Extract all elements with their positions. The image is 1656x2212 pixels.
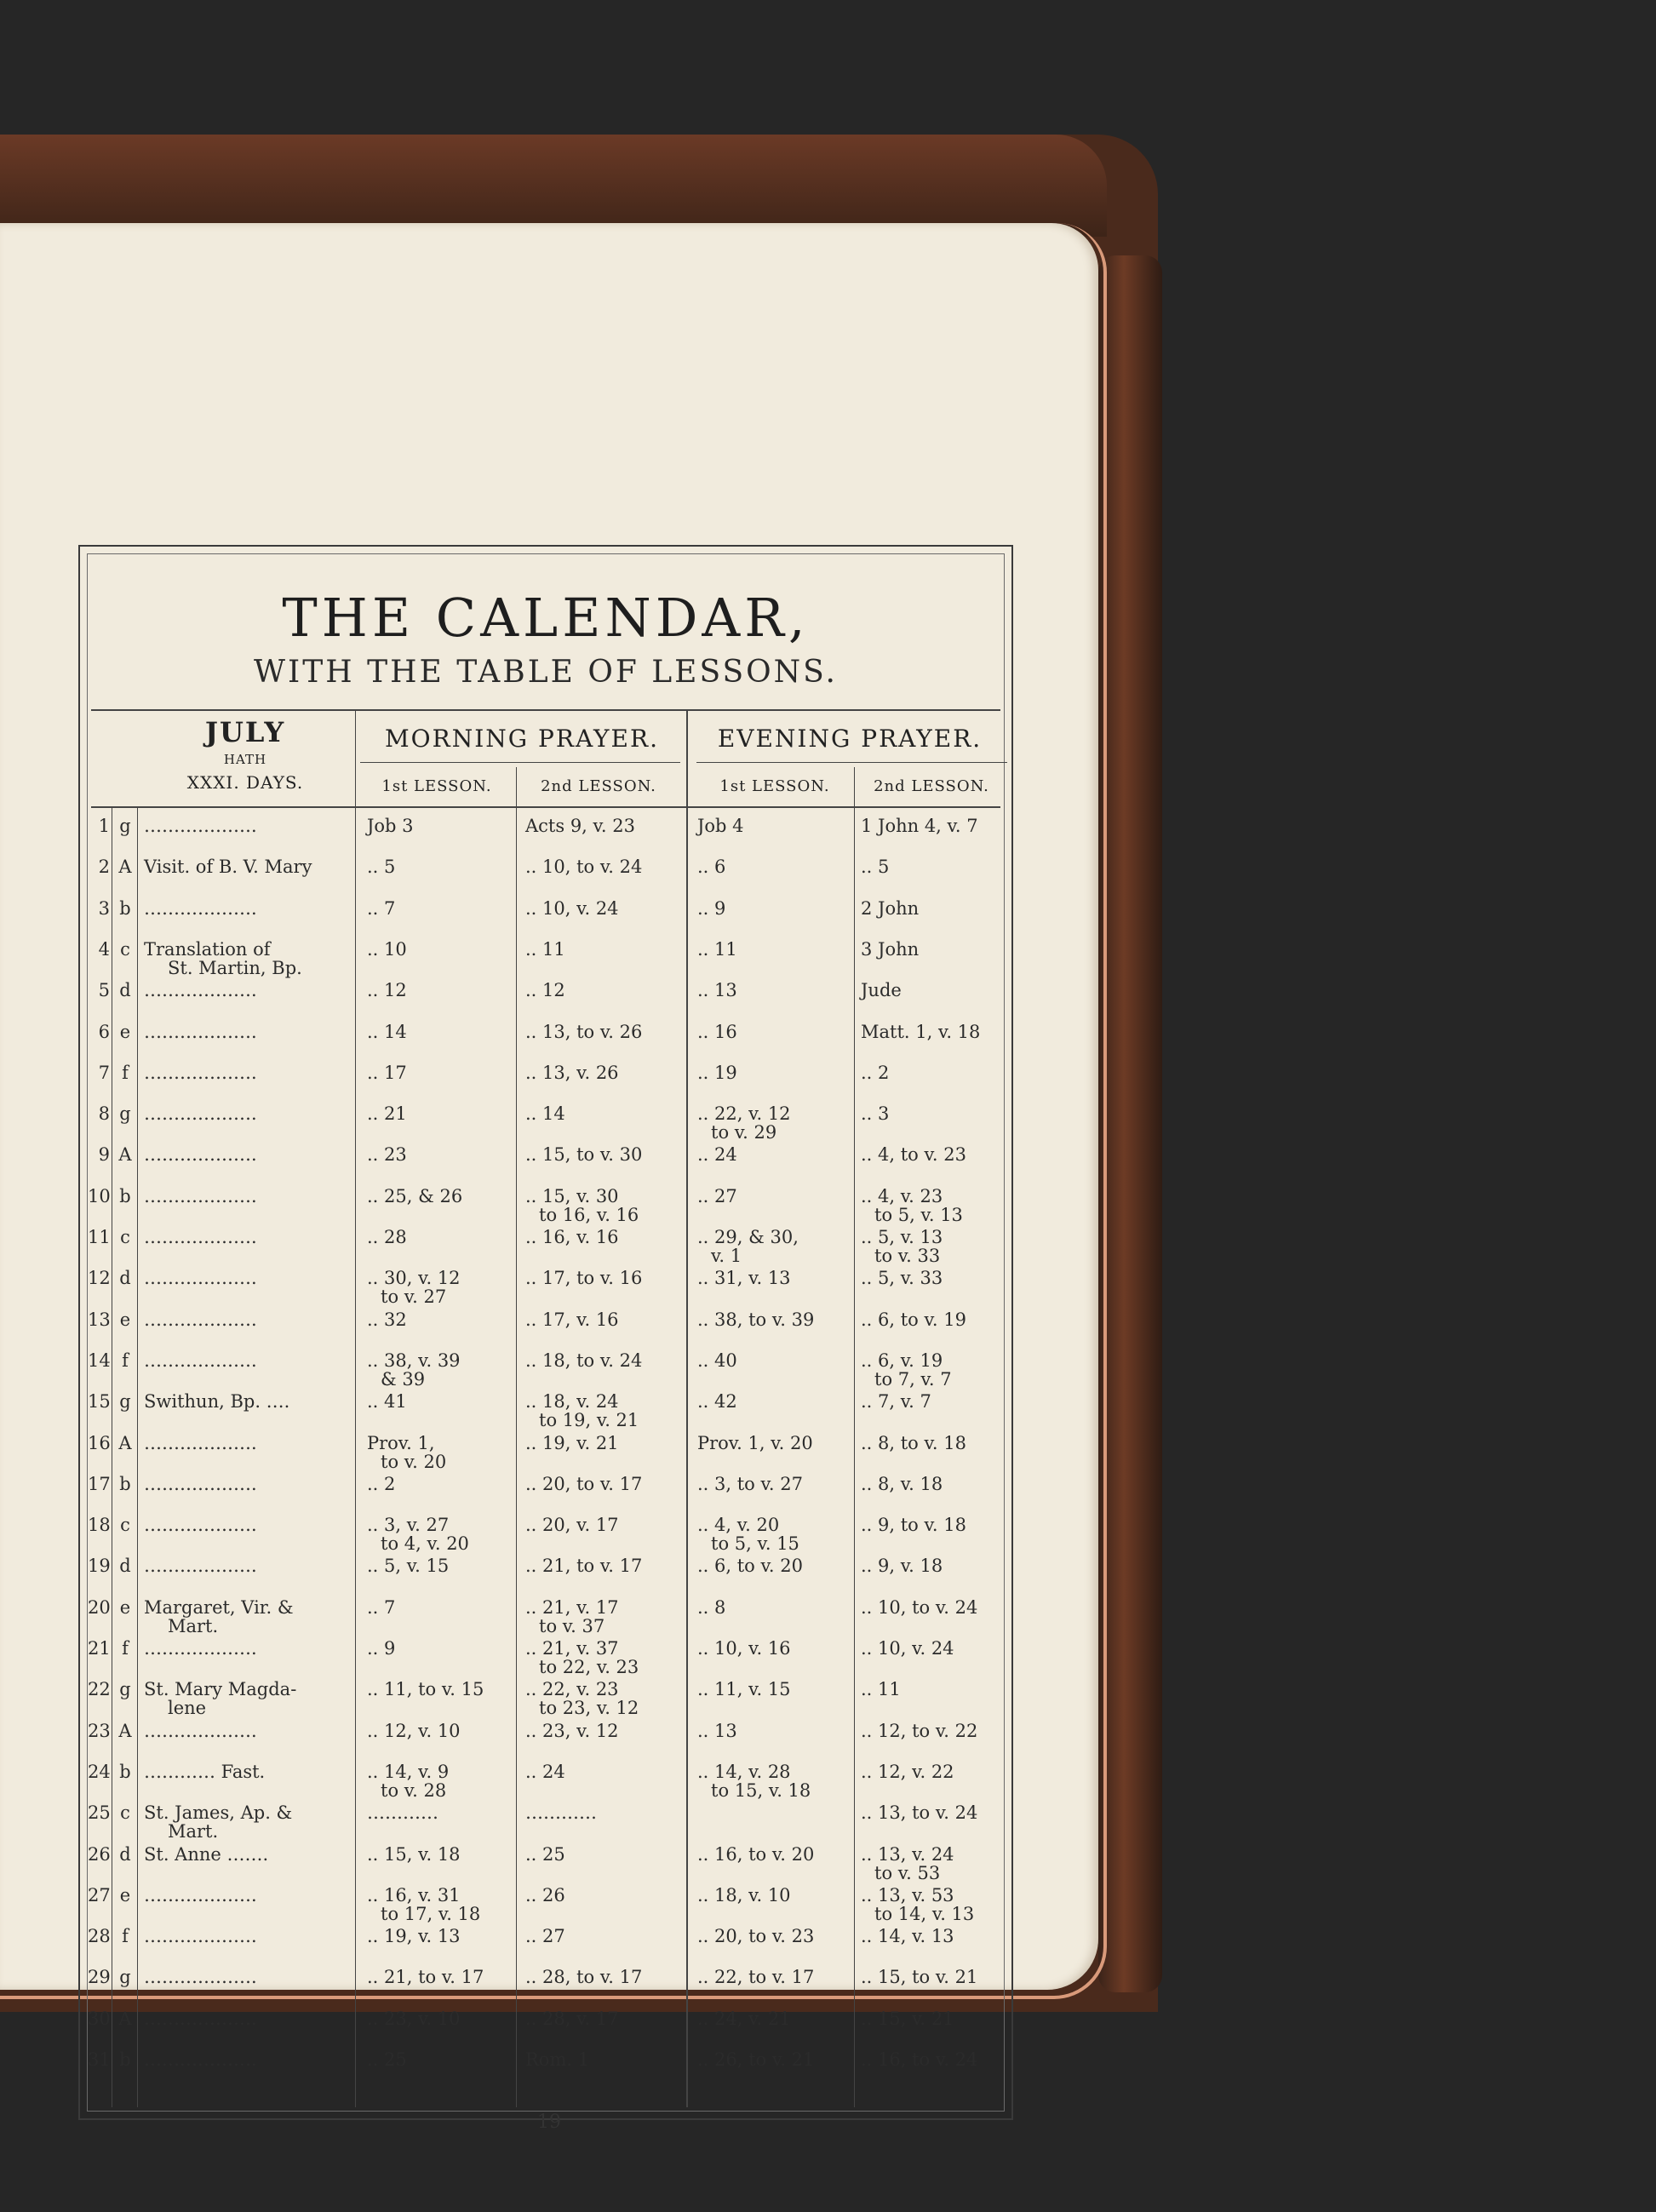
cell-l: c [120, 1227, 130, 1247]
cell-name: ………………. [144, 1515, 257, 1536]
cell-m1: .. 12 [367, 980, 407, 1001]
cell-m1-continued: to 17, v. 18 [381, 1903, 481, 1924]
cell-m2: Acts 9, v. 23 [525, 816, 635, 836]
cell-m2: .. 25 [525, 1843, 565, 1865]
cell-e2-continued: to v. 53 [874, 1862, 941, 1883]
col-rule-letter [137, 806, 138, 2107]
cell-m2: .. 21, v. 17 [525, 1596, 619, 1618]
cell-e1-continued: to 15, v. 18 [711, 1779, 811, 1801]
cell-m1: .. 11, to v. 15 [367, 1679, 484, 1700]
cell-m1: .. 15, v. 18 [367, 1843, 461, 1865]
cell-l: b [119, 2049, 131, 2070]
cell-m2: .. 16, v. 16 [525, 1227, 619, 1247]
cell-d: 15 [88, 1391, 111, 1413]
cell-e1: .. 13 [697, 1720, 737, 1741]
cell-d: 19 [88, 1556, 111, 1577]
cell-l: b [119, 1761, 131, 1782]
cell-m2-continued: to 23, v. 12 [539, 1698, 639, 1719]
cell-d: 27 [88, 1884, 111, 1905]
cell-m2: ………… [525, 1802, 597, 1824]
cell-d: 12 [88, 1268, 111, 1289]
cell-e2: .. 9, to v. 18 [861, 1515, 966, 1536]
cell-d: 28 [88, 1926, 111, 1947]
cell-name: Visit. of B. V. Mary [144, 857, 312, 878]
cell-m1: .. 14, v. 9 [367, 1761, 450, 1782]
book-spine-edge [1098, 255, 1162, 1992]
header-top-rule [91, 709, 1000, 711]
evening-prayer-header: EVENING PRAYER. [717, 725, 983, 753]
cell-d: 11 [88, 1227, 111, 1247]
cell-e2: .. 5, v. 33 [861, 1268, 943, 1289]
cell-e1: .. 24 [697, 1144, 737, 1166]
cell-e2: 1 John 4, v. 7 [861, 816, 978, 836]
cell-e1: .. 24, v. 21 [697, 2008, 791, 2029]
header-bottom-rule [91, 806, 1000, 808]
cell-e1-continued: to 5, v. 15 [711, 1533, 799, 1555]
cell-e2: .. 10, to v. 24 [861, 1596, 978, 1618]
cell-l: f [122, 1638, 129, 1659]
cell-l: A [118, 2008, 132, 2029]
cell-e1: .. 16 [697, 1021, 737, 1042]
cell-m2: .. 19, v. 21 [525, 1432, 619, 1453]
cell-e1: .. 38, to v. 39 [697, 1309, 815, 1330]
page-title: THE CALENDAR, [282, 587, 810, 649]
cell-name: ………………. [144, 1967, 257, 1988]
cell-l: A [118, 1720, 132, 1741]
cell-e2: 2 John [861, 897, 920, 919]
cell-name-continued: Mart. [168, 1615, 219, 1636]
cell-l: g [119, 1967, 131, 1988]
cell-m2-continued: to 19, v. 21 [539, 1410, 639, 1431]
cell-e2: .. 7, v. 7 [861, 1391, 931, 1413]
cell-m2: .. 13, to v. 26 [525, 1021, 643, 1042]
cell-name: ………………. [144, 1103, 257, 1125]
cell-e1: Prov. 1, v. 20 [697, 1432, 813, 1453]
cell-m1: .. 2 [367, 1473, 396, 1494]
cell-e2: .. 6, to v. 19 [861, 1309, 966, 1330]
cell-m1: .. 10 [367, 938, 407, 960]
cell-l: A [118, 1432, 132, 1453]
cell-m2: .. 24 [525, 1761, 565, 1782]
cell-name: ………………. [144, 1021, 257, 1042]
cell-e2-continued: to 7, v. 7 [874, 1368, 952, 1390]
cell-e2-continued: to 14, v. 13 [874, 1903, 975, 1924]
cell-name-continued: lene [168, 1698, 207, 1719]
cell-e2: .. 12, to v. 22 [861, 1720, 978, 1741]
cell-m2: .. 17, to v. 16 [525, 1268, 643, 1289]
cell-m2: .. 20, v. 17 [525, 1515, 619, 1536]
page-subtitle: WITH THE TABLE OF LESSONS. [254, 655, 838, 690]
cell-m1: .. 23 [367, 1144, 407, 1166]
cell-d: 14 [88, 1350, 111, 1371]
cell-name: ………………. [144, 897, 257, 919]
cell-e1: .. 6 [697, 857, 726, 878]
cell-m2: .. 11 [525, 938, 565, 960]
cell-e2: .. 6, v. 19 [861, 1350, 943, 1371]
cell-d: 16 [88, 1432, 111, 1453]
cell-e2: Jude [861, 980, 902, 1001]
cell-m1: .. 25, & 26 [367, 1185, 463, 1206]
cell-l: e [119, 1309, 131, 1330]
cell-e2: .. 4, to v. 23 [861, 1144, 966, 1166]
cell-d: 17 [88, 1473, 111, 1494]
cell-l: d [119, 1843, 131, 1865]
evening-1st-lesson-header: 1st LESSON. [719, 777, 830, 795]
cell-m2: .. 22, v. 23 [525, 1679, 619, 1700]
cell-m2: .. 21, v. 37 [525, 1638, 619, 1659]
cell-d: 5 [98, 980, 110, 1001]
cell-l: f [122, 1062, 129, 1083]
cell-e2: .. 15, to v. 21 [861, 1967, 978, 1988]
cell-d: 31 [88, 2049, 111, 2070]
cell-d: 22 [88, 1679, 111, 1700]
morning-rule [360, 762, 680, 763]
cell-name: ………………. [144, 1268, 257, 1289]
cell-m1-continued: to v. 27 [381, 1287, 447, 1308]
cell-l: g [119, 1391, 131, 1413]
cell-name: ………………. [144, 1432, 257, 1453]
cell-e2: Matt. 1, v. 18 [861, 1021, 981, 1042]
cell-m2: .. 14 [525, 1103, 565, 1125]
cell-d: 26 [88, 1843, 111, 1865]
cell-m1: .. 9 [367, 1638, 396, 1659]
cell-m2-continued: to 16, v. 16 [539, 1204, 639, 1225]
morning-1st-lesson-header: 1st LESSON. [381, 777, 492, 795]
cell-e2-continued: to 5, v. 13 [874, 1204, 963, 1225]
cell-e2: .. 8, v. 18 [861, 1473, 943, 1494]
cell-m1: .. 16, v. 31 [367, 1884, 461, 1905]
cell-name: ………… Fast. [144, 1761, 266, 1782]
cell-m1: .. 41 [367, 1391, 407, 1413]
cell-name: ………………. [144, 1062, 257, 1083]
cell-m2-continued: to v. 37 [539, 1615, 605, 1636]
cell-e1: .. 11 [697, 938, 737, 960]
cell-l: d [119, 1556, 131, 1577]
cell-e1: .. 29, & 30, [697, 1227, 799, 1247]
cell-e1: .. 13 [697, 980, 737, 1001]
cell-m2: Rom. 1 [525, 2049, 590, 2070]
cell-d: 1 [98, 816, 110, 836]
cell-m2: .. 10, to v. 24 [525, 857, 643, 878]
cell-e2: .. 13, v. 53 [861, 1884, 954, 1905]
cell-e2: .. 10, v. 24 [861, 1638, 954, 1659]
cell-e1-continued: to v. 29 [711, 1122, 777, 1143]
cell-l: g [119, 816, 131, 836]
cell-e1: .. 14, v. 28 [697, 1761, 791, 1782]
cell-m1-continued: to v. 20 [381, 1451, 447, 1472]
cell-d: 25 [88, 1802, 111, 1824]
cell-m2: .. 12 [525, 980, 565, 1001]
cell-m2: .. 28, v. 17 [525, 2008, 619, 2029]
cell-d: 13 [88, 1309, 111, 1330]
cell-m1: .. 38, v. 39 [367, 1350, 461, 1371]
cell-e1: .. 27 [697, 1185, 737, 1206]
col-rule-name [355, 711, 356, 2107]
cell-m1-continued: & 39 [381, 1368, 426, 1390]
cell-name: ………………. [144, 1185, 257, 1206]
cell-e1: .. 3, to v. 27 [697, 1473, 803, 1494]
cell-e1: .. 31, v. 13 [697, 1268, 791, 1289]
cell-l: c [120, 1515, 130, 1536]
cell-m1: .. 21, to v. 17 [367, 1967, 484, 1988]
cell-l: c [120, 1802, 130, 1824]
cell-l: f [122, 1350, 129, 1371]
cell-d: 4 [98, 938, 110, 960]
cell-d: 20 [88, 1596, 111, 1618]
cell-e2: .. 12, v. 22 [861, 1761, 954, 1782]
cell-name: Translation of [144, 938, 271, 960]
cell-d: 7 [98, 1062, 110, 1083]
col-rule-morning [686, 711, 688, 2107]
cell-m2: .. 21, to v. 17 [525, 1556, 643, 1577]
cell-m1: .. 32 [367, 1309, 407, 1330]
cell-l: b [119, 1473, 131, 1494]
cell-e2: .. 13, to v. 24 [861, 1802, 978, 1824]
cell-name: ………………. [144, 1720, 257, 1741]
cell-m1: .. 12, v. 10 [367, 1720, 461, 1741]
cell-m1: .. 23, v. 10 [367, 2008, 461, 2029]
cell-d: 29 [88, 1967, 111, 1988]
cell-m1: .. 5 [367, 857, 396, 878]
cell-m2: .. 23, v. 12 [525, 1720, 619, 1741]
cell-e1: .. 4, v. 20 [697, 1515, 780, 1536]
cell-l: g [119, 1103, 131, 1125]
cell-e1-continued: v. 1 [711, 1246, 742, 1266]
cell-m1: .. 14 [367, 1021, 407, 1042]
calendar-frame [78, 545, 1013, 2120]
cell-m2: .. 28, to v. 17 [525, 1967, 643, 1988]
cell-e2: .. 9, v. 18 [861, 1556, 943, 1577]
cell-name: ………………. [144, 1309, 257, 1330]
cell-l: f [122, 1926, 129, 1947]
cell-e1: .. 40 [697, 1350, 737, 1371]
cell-name: ………………. [144, 1556, 257, 1577]
cell-m1-continued: to 4, v. 20 [381, 1533, 469, 1555]
cell-m1: .. 7 [367, 1596, 396, 1618]
cell-m2: .. 10, v. 24 [525, 897, 619, 919]
cell-d: 30 [88, 2008, 111, 2029]
cell-m2: .. 18, v. 24 [525, 1391, 619, 1413]
cell-d: 23 [88, 1720, 111, 1741]
cell-e2: .. 2 [861, 1062, 890, 1083]
cell-e1: .. 19 [697, 1062, 737, 1083]
cell-d: 24 [88, 1761, 111, 1782]
cell-name-continued: St. Martin, Bp. [168, 957, 302, 978]
cell-e2: .. 14, v. 13 [861, 1926, 954, 1947]
cell-e1: .. 22, v. 12 [697, 1103, 791, 1125]
cell-name: Margaret, Vir. & [144, 1596, 294, 1618]
cell-name: ………………. [144, 1144, 257, 1166]
col-rule-m1 [516, 767, 517, 2107]
cell-l: e [119, 1021, 131, 1042]
cell-d: 2 [98, 857, 110, 878]
cell-e2: .. 8, to v. 18 [861, 1432, 966, 1453]
month-days: XXXI. DAYS. [186, 772, 304, 793]
cell-l: c [120, 938, 130, 960]
cell-m2: .. 13, v. 26 [525, 1062, 619, 1083]
cell-m1: Prov. 1, [367, 1432, 435, 1453]
cell-m1: .. 17 [367, 1062, 407, 1083]
cell-name: St. Anne ……. [144, 1843, 269, 1865]
cell-m1: .. 19, v. 13 [367, 1926, 461, 1947]
cell-name: ………………. [144, 1473, 257, 1494]
cell-l: A [118, 1144, 132, 1166]
cell-m1: .. 5, v. 15 [367, 1556, 450, 1577]
cell-l: d [119, 1268, 131, 1289]
cell-l: e [119, 1884, 131, 1905]
cell-e1: .. 16, to v. 20 [697, 1843, 815, 1865]
cell-d: 18 [88, 1515, 111, 1536]
page-number: 19 [537, 2112, 561, 2133]
cell-e2: .. 16, to v. 24 [861, 2049, 978, 2070]
cell-m2: .. 17, v. 16 [525, 1309, 619, 1330]
cell-m1: ………… [367, 1802, 438, 1824]
evening-2nd-lesson-header: 2nd LESSON. [874, 777, 989, 795]
cell-l: g [119, 1679, 131, 1700]
cell-name: ………………. [144, 816, 257, 836]
month-hath: HATH [223, 752, 267, 767]
cell-m2: .. 15, v. 30 [525, 1185, 619, 1206]
cell-e1: .. 20, to v. 23 [697, 1926, 815, 1947]
cell-m1: .. 7 [367, 897, 396, 919]
cell-e1: .. 42 [697, 1391, 737, 1413]
cell-m1: Job 3 [367, 816, 414, 836]
col-rule-e1 [854, 767, 855, 2107]
cell-e2: 3 John [861, 938, 920, 960]
month-name: JULY [204, 716, 286, 748]
cell-d: 10 [88, 1185, 111, 1206]
calendar-inner-frame [87, 553, 1005, 2112]
cell-e2: .. 13, v. 24 [861, 1843, 954, 1865]
morning-2nd-lesson-header: 2nd LESSON. [541, 777, 656, 795]
cell-d: 9 [98, 1144, 110, 1166]
cell-m1: .. 30, v. 12 [367, 1268, 461, 1289]
book-cover-top [0, 135, 1107, 237]
cell-e2-continued: to v. 33 [874, 1246, 941, 1266]
cell-d: 21 [88, 1638, 111, 1659]
cell-name: St. James, Ap. & [144, 1802, 293, 1824]
cell-m1: .. 3, v. 27 [367, 1515, 450, 1536]
cell-name: ………………. [144, 2049, 257, 2070]
cell-e2: .. 3 [861, 1103, 890, 1125]
cell-m2: .. 27 [525, 1926, 565, 1947]
cell-e1: .. 9 [697, 897, 726, 919]
cell-name-continued: Mart. [168, 1821, 219, 1842]
cell-name: ………………. [144, 1350, 257, 1371]
cell-name: Swithun, Bp. …. [144, 1391, 290, 1413]
cell-e1: .. 8 [697, 1596, 726, 1618]
cell-e1: .. 18, v. 10 [697, 1884, 791, 1905]
cell-e2: .. 11 [861, 1679, 901, 1700]
cell-m2: .. 26 [525, 1884, 565, 1905]
cell-l: d [119, 980, 131, 1001]
cell-m1-continued: to v. 28 [381, 1779, 447, 1801]
cell-e2: .. 5 [861, 857, 890, 878]
cell-l: A [118, 857, 132, 878]
cell-name: St. Mary Magda- [144, 1679, 297, 1700]
morning-prayer-header: MORNING PRAYER. [385, 725, 659, 753]
cell-m1: .. 25 [367, 2049, 407, 2070]
cell-e2: .. 4, v. 23 [861, 1185, 943, 1206]
cell-e1: .. 26, to v. 21 [697, 2049, 815, 2070]
cell-d: 3 [98, 897, 110, 919]
cell-l: b [119, 1185, 131, 1206]
cell-e1: .. 10, v. 16 [697, 1638, 791, 1659]
cell-l: e [119, 1596, 131, 1618]
cell-name: ………………. [144, 980, 257, 1001]
cell-e1: .. 22, to v. 17 [697, 1967, 815, 1988]
evening-rule [696, 762, 1007, 763]
cell-name: ………………. [144, 1884, 257, 1905]
cell-name: ………………. [144, 1926, 257, 1947]
cell-name: ………………. [144, 1227, 257, 1247]
cell-d: 6 [98, 1021, 110, 1042]
cell-e2: .. 5, v. 13 [861, 1227, 943, 1247]
cell-name: ………………. [144, 2008, 257, 2029]
cell-e1: Job 4 [697, 816, 744, 836]
cell-m2: .. 20, to v. 17 [525, 1473, 643, 1494]
book-page [0, 223, 1098, 2133]
cell-e2: .. 15, v. 21 [861, 2008, 954, 2029]
cell-l: b [119, 897, 131, 919]
cell-m1: .. 28 [367, 1227, 407, 1247]
cell-m2: .. 18, to v. 24 [525, 1350, 643, 1371]
cell-m2: .. 15, to v. 30 [525, 1144, 643, 1166]
cell-d: 8 [98, 1103, 110, 1125]
cell-name: ………………. [144, 1638, 257, 1659]
cell-m2-continued: to 22, v. 23 [539, 1657, 639, 1677]
cell-m1: .. 21 [367, 1103, 407, 1125]
cell-e1: .. 11, v. 15 [697, 1679, 791, 1700]
cell-e1: .. 6, to v. 20 [697, 1556, 803, 1577]
